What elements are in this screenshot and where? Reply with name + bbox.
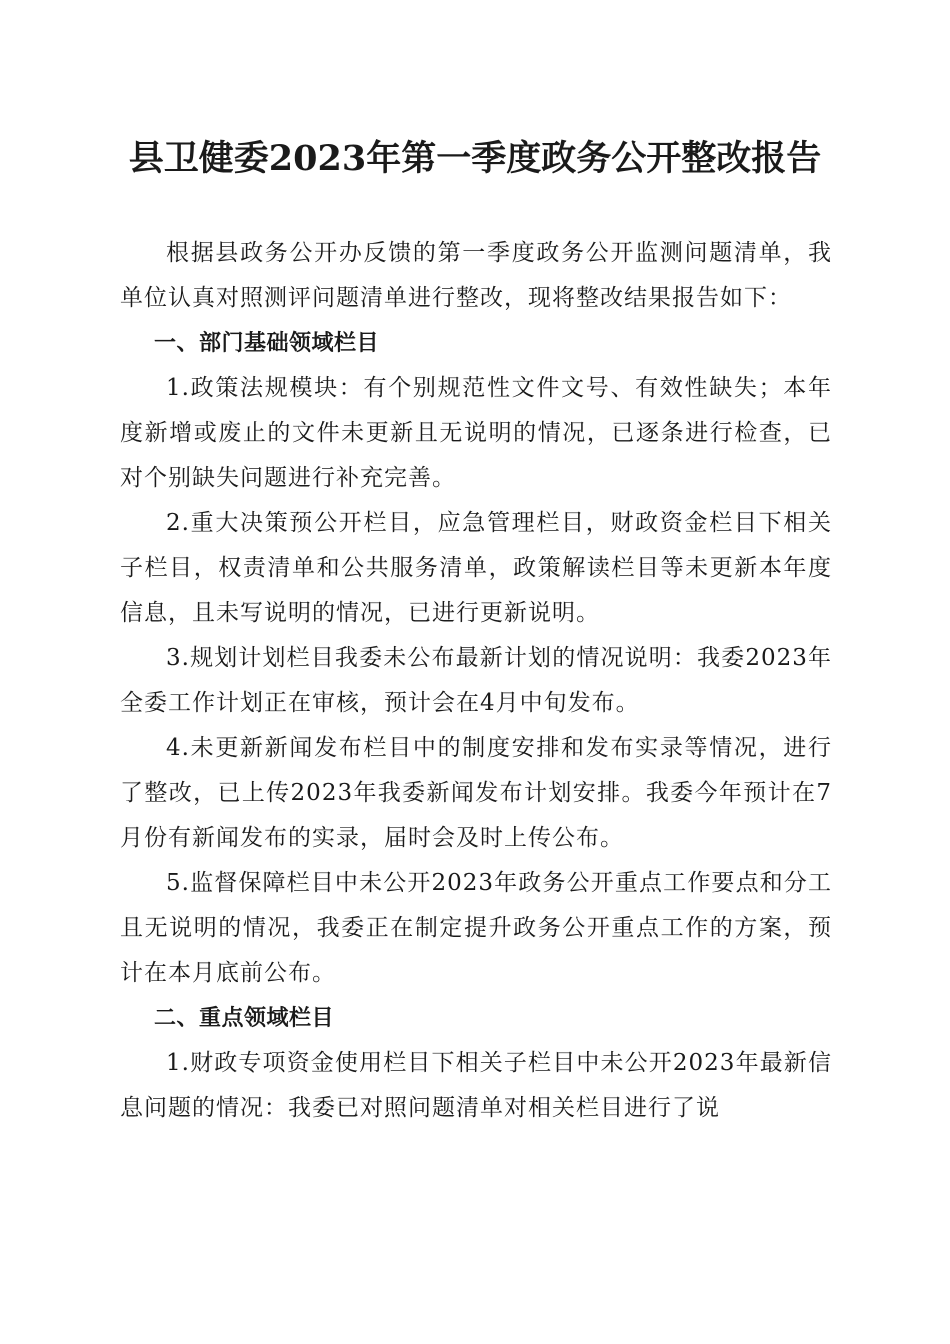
- section-item: 3.规划计划栏目我委未公布最新计划的情况说明：我委2023年全委工作计划正在审核，预计会在4月中旬发布。: [120, 645, 832, 716]
- section-heading: 一、部门基础领域栏目: [154, 331, 380, 356]
- section-heading: 二、重点领域栏目: [154, 1006, 335, 1031]
- section-item: 1.财政专项资金使用栏目下相关子栏目中未公开2023年最新信息问题的情况：我委已对照问题清单对相关栏目进行了说: [120, 1050, 832, 1121]
- document-body: [120, 231, 832, 1131]
- document-title: 县卫健委2023年第一季度政务公开整改报告: [128, 138, 822, 179]
- intro-paragraph: 根据县政务公开办反馈的第一季度政务公开监测问题清单，我单位认真对照测评问题清单进行整改，现将整改结果报告如下：: [120, 240, 832, 311]
- section-item: 2.重大决策预公开栏目，应急管理栏目，财政资金栏目下相关子栏目，权责清单和公共服务清单，政策解读栏目等未更新本年度信息，且未写说明的情况，已进行更新说明。: [120, 510, 832, 626]
- section-item: 5.监督保障栏目中未公开2023年政务公开重点工作要点和分工且无说明的情况，我委正在制定提升政务公开重点工作的方案，预计在本月底前公布。: [120, 870, 832, 986]
- section-item: 1.政策法规模块：有个别规范性文件文号、有效性缺失；本年度新增或废止的文件未更新且无说明的情况，已逐条进行检查，已对个别缺失问题进行补充完善。: [120, 375, 832, 491]
- section-item: 4.未更新新闻发布栏目中的制度安排和发布实录等情况，进行了整改，已上传2023年我委新闻发布计划安排。我委今年预计在7月份有新闻发布的实录，届时会及时上传公布。: [120, 735, 832, 851]
